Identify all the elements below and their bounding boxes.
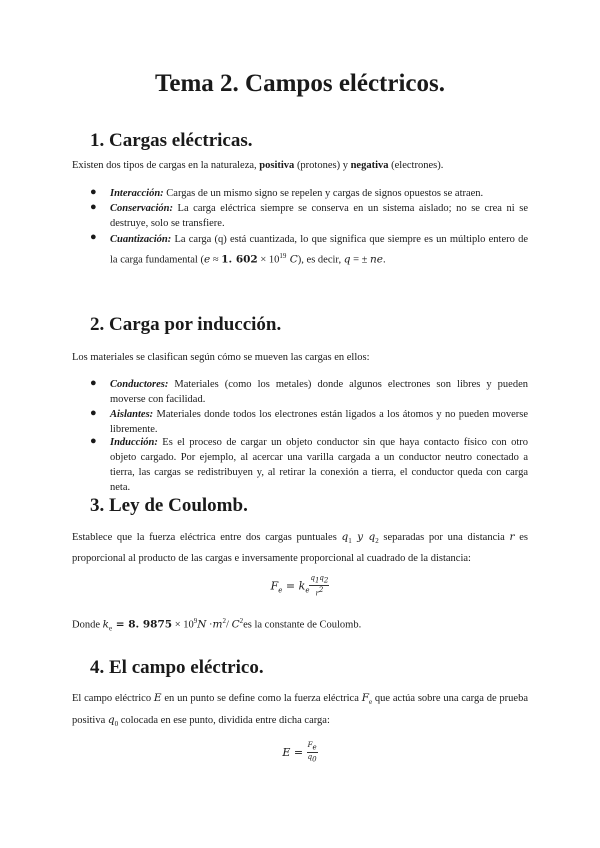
list-item-aislantes: Aislantes: Materiales donde todos los electrones están ligados a los átomos y no pueden moverse libremente. [110, 409, 528, 435]
section-1-intro: Existen dos tipos de cargas en la naturaleza, positiva (protones) y negativa (electrones). [72, 160, 444, 171]
list-item-interaccion: Interacción: Cargas de un mismo signo se repelen y cargas de signos opuestos se atraen. [110, 188, 484, 199]
page-title: Tema 2. Campos eléctricos. [155, 70, 445, 97]
list-item-conservacion: Conservación: La carga eléctrica siempre se conserva en un sistema aislado; no se crea ni se destruye, solo se transfiere. [110, 203, 528, 229]
section-2-heading: 2. Carga por inducción. [90, 314, 282, 335]
coulomb-constant-text: Donde $k_e = 8$. $9875 \times 10^9N \cdot m^2/$ $C^2es$ la constante de Coulomb. [72, 617, 362, 633]
list-item-induccion: Inducción: Es el proceso de cargar un objeto conductor sin que haya contacto físico con otro objeto cargado. Por ejemplo, al acercar una varilla cargada a un conductor neutro conectado a tierra, las cargas se redistribuyen y, al retirar la conexión a tierra, el conductor queda con carga neta. [110, 437, 528, 493]
bullet: ● [90, 186, 97, 198]
coulomb-formula: $F_e = k_e$ $\frac{q_1q_2}{r^2}$ [270, 574, 329, 598]
list-item-conductores: Conductores: Materiales (como los metales) donde algunos electrones son libres y pueden moverse con facilidad. [110, 379, 528, 405]
section-4-paragraph: El campo eléctrico E en un punto se define como la fuerza eléctrica $F_e$ que actúa sobre una carga de prueba positiva $q_0$ colocada en ese punto, dividida entre dicha carga: [72, 692, 528, 729]
section-4-heading: 4. El campo eléctrico. [90, 657, 264, 678]
section-2-intro: Los materiales se clasifican según cómo se mueven las cargas en ellos: [72, 352, 370, 363]
list-item-cuantizacion: Cuantización: La carga (q) está cuantizada, lo que significa que siempre es un múltiplo entero de la carga fundamental (e ≈ 1. $602 \times 10^{19}$ C), es decir, q = ± ne. [110, 234, 528, 266]
bullet: ● [90, 407, 97, 419]
electric-field-formula: E = $\frac{F_e}{q_0}$ [282, 741, 317, 764]
bullet: ● [90, 435, 97, 447]
bullet: ● [90, 377, 97, 389]
bullet: ● [90, 231, 97, 243]
bullet: ● [90, 201, 97, 213]
section-3-heading: 3. Ley de Coulomb. [90, 495, 248, 516]
section-3-paragraph: Establece que la fuerza eléctrica entre dos cargas puntuales $q_1$ y $q_2$ separadas por una distancia r es proporcional al producto de las cargas e inversamente proporcional al cuadrado de la distancia: [72, 531, 528, 565]
section-1-heading: 1. Cargas eléctricas. [90, 130, 253, 151]
